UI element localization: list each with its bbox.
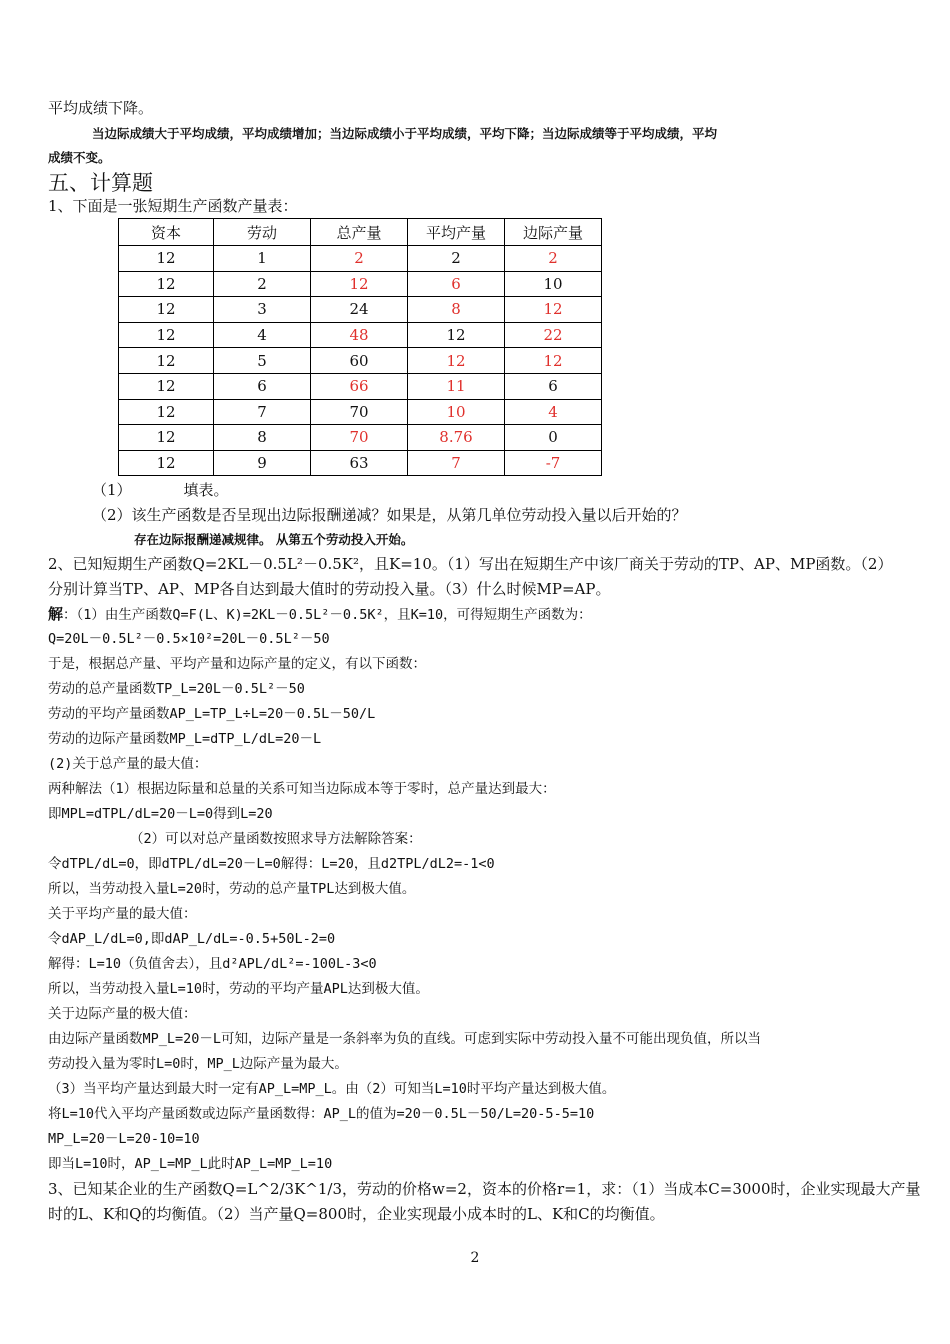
cell-total-product: 70 [311,399,408,425]
cell-capital: 12 [119,425,214,451]
table-row [119,373,602,399]
cell-capital: 12 [119,297,214,323]
table-row [119,297,602,323]
cell-labor: 2 [214,271,311,297]
q2-solution-4: 劳动的总产量函数TP_L=20L－0.5L²－50 [48,681,305,697]
q3-line-1: 3、已知某企业的生产函数Q=L^2/3K^1/3，劳动的价格w=2，资本的价格r=1，求：（1）当成本C=3000时，企业实现最大产量 [48,1180,921,1198]
q2-solution-8: 两种解法（1）根据边际量和总量的关系可知当边际成本等于零时，总产量达到最大： [48,781,556,797]
q2-solution-20: （3）当平均产量达到最大时一定有AP_L=MP_L。由（2）可知当L=10时平均产量达到极大值。 [48,1081,616,1097]
cell-total-product: 66 [311,373,408,399]
cell-average-product: 11 [408,373,505,399]
cell-marginal-product: 12 [505,297,602,323]
cell-total-product: 12 [311,271,408,297]
q1-sub2: （2）该生产函数是否呈现出边际报酬递减？如果是，从第几单位劳动投入量以后开始的？ [92,506,687,524]
cell-average-product: 8.76 [408,425,505,451]
cell-marginal-product: 10 [505,271,602,297]
cell-marginal-product: -7 [505,450,602,476]
cell-total-product: 70 [311,425,408,451]
cell-average-product: 12 [408,322,505,348]
cell-total-product: 24 [311,297,408,323]
header-marginal-product: 边际产量 [505,219,602,246]
cell-labor: 6 [214,373,311,399]
cell-labor: 1 [214,246,311,272]
cell-average-product: 6 [408,271,505,297]
table-row [119,246,602,272]
cell-capital: 12 [119,348,214,374]
cell-average-product: 10 [408,399,505,425]
cell-marginal-product: 0 [505,425,602,451]
q2-solution-17: 关于边际产量的极大值： [48,1006,197,1022]
header-total-product: 总产量 [311,219,408,246]
cell-marginal-product: 2 [505,246,602,272]
q1-sub1 [92,480,229,500]
cell-capital: 12 [119,373,214,399]
table-row [119,322,602,348]
q2-solution-15: 解得：L=10（负值舍去），且d²APL/dL²=-100L-3<0 [48,956,377,972]
cell-total-product: 60 [311,348,408,374]
cell-capital: 12 [119,271,214,297]
q2-solution-14: 令dAP_L/dL=0,即dAP_L/dL=-0.5+50L-2=0 [48,931,336,947]
cell-average-product: 2 [408,246,505,272]
q1-answer: 存在边际报酬递减规律。 从第五个劳动投入开始。 [134,532,414,547]
cell-marginal-product: 6 [505,373,602,399]
cell-labor: 4 [214,322,311,348]
solution-text: ：（1）由生产函数Q=F(L、K)=2KL－0.5L²－0.5K²，且K=10，可得短期生产函数为： [63,607,592,623]
q2-solution-18: 由边际产量函数MP_L=20－L可知，边际产量是一条斜率为负的直线。可虑到实际中劳动投入量不可能出现负值，所以当 [48,1031,762,1047]
note-line-1: 当边际成绩大于平均成绩，平均成绩增加；当边际成绩小于平均成绩，平均下降；当边际成绩等于平均成绩，平均 [92,126,718,141]
solution-label: 解 [48,605,64,623]
q2-solution-19: 劳动投入量为零时L=0时，MP_L边际产量为最大。 [48,1056,348,1072]
table-row [119,348,602,374]
q2-solution-10: （2）可以对总产量函数按照求导方法解除答案： [130,831,422,847]
q2-solution-9: 即MPL=dTPL/dL=20－L=0得到L=20 [48,806,273,822]
q2-prompt-1: 2、已知短期生产函数Q=2KL－0.5L²－0.5K²，且K=10。（1）写出在短期生产中该厂商关于劳动的TP、AP、MP函数。（2） [48,555,893,573]
q2-solution-16: 所以，当劳动投入量L=10时，劳动的平均产量APL达到极大值。 [48,981,429,997]
cell-labor: 5 [214,348,311,374]
q2-solution-1 [48,604,592,625]
header-average-product: 平均产量 [408,219,505,246]
cell-marginal-product: 12 [505,348,602,374]
q3-line-2: 时的L、K和Q的均衡值。（2）当产量Q=800时，企业实现最小成本时的L、K和C的均衡值。 [48,1205,665,1223]
production-table [118,218,602,476]
cell-labor: 8 [214,425,311,451]
cell-capital: 12 [119,322,214,348]
q2-solution-23: 即当L=10时，AP_L=MP_L此时AP_L=MP_L=10 [48,1156,333,1172]
cell-capital: 12 [119,450,214,476]
q2-prompt-2: 分别计算当TP、AP、MP各自达到最大值时的劳动投入量。（3）什么时候MP=AP。 [48,580,611,598]
q2-solution-13: 关于平均产量的最大值： [48,906,197,922]
cell-capital: 12 [119,246,214,272]
table-header-row [119,219,602,246]
cell-total-product: 63 [311,450,408,476]
q2-solution-2: Q=20L－0.5L²－0.5×10²=20L－0.5L²－50 [48,631,330,647]
header-labor: 劳动 [214,219,311,246]
cell-average-product: 7 [408,450,505,476]
q1-sub1-text: 填表。 [183,481,229,499]
q2-solution-7: (2)关于总产量的最大值： [48,756,208,772]
cell-average-product: 12 [408,348,505,374]
note-line-2: 成绩不变。 [48,150,111,165]
q2-solution-3: 于是，根据总产量、平均产量和边际产量的定义，有以下函数： [48,656,426,672]
cell-total-product: 2 [311,246,408,272]
cell-capital: 12 [119,399,214,425]
page-number: 2 [470,1250,480,1266]
q1-sub1-number: （1） [92,481,132,499]
q1-prompt: 1、下面是一张短期生产函数产量表： [48,197,298,215]
cell-marginal-product: 4 [505,399,602,425]
cell-marginal-product: 22 [505,322,602,348]
cell-total-product: 48 [311,322,408,348]
section-title: 五、计算题 [48,171,153,195]
header-capital: 资本 [119,219,214,246]
cell-labor: 9 [214,450,311,476]
q2-solution-6: 劳动的边际产量函数MP_L=dTP_L/dL=20－L [48,731,322,747]
table-row [119,425,602,451]
table-row [119,271,602,297]
cell-labor: 7 [214,399,311,425]
table-row [119,450,602,476]
q2-solution-11: 令dTPL/dL=0，即dTPL/dL=20－L=0解得：L=20，且d2TPL/dL2=-1<0 [48,856,495,872]
q2-solution-12: 所以，当劳动投入量L=20时，劳动的总产量TPL达到极大值。 [48,881,416,897]
intro-line: 平均成绩下降。 [48,99,154,117]
cell-labor: 3 [214,297,311,323]
cell-average-product: 8 [408,297,505,323]
table-row [119,399,602,425]
q2-solution-21: 将L=10代入平均产量函数或边际产量函数得：AP_L的值为=20－0.5L－50/L=20-5-5=10 [48,1106,595,1122]
q2-solution-5: 劳动的平均产量函数AP_L=TP_L÷L=20－0.5L－50/L [48,706,376,722]
q2-solution-22: MP_L=20－L=20-10=10 [48,1131,200,1147]
